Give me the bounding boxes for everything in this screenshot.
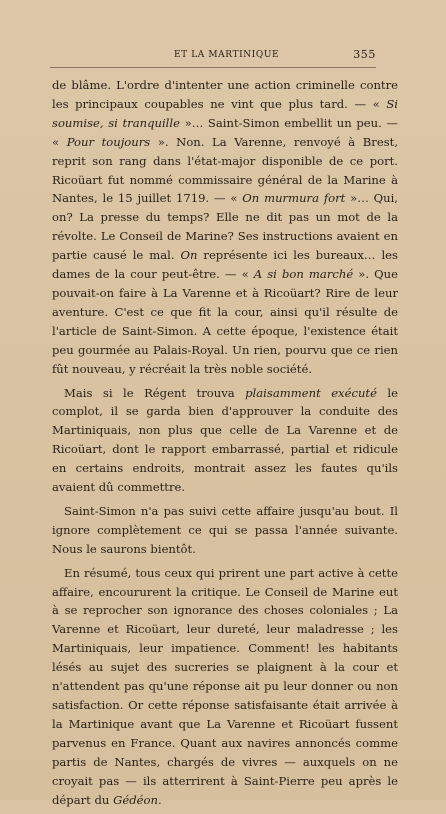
italic-run: plaisamment exécuté: [245, 385, 377, 400]
text-run: »… Saint-Simon embellit un peu. — «: [52, 115, 398, 149]
text-run: .: [157, 792, 162, 807]
text-run: »… Qui, on? La presse du temps? Elle ne dit pas un mot de la révolte. Le Conseil de Marine? Ses instructions avaient en partie causé le mal.: [52, 191, 398, 263]
italic-run: Si soumise, si tranquille: [52, 96, 398, 130]
paragraph: [52, 564, 398, 810]
italic-run: Gédéon: [113, 792, 158, 807]
text-run: ». Non. La Varenne, renvoyé à Brest, reprit son rang dans l'état-major disponible de ce port. Ricoüart fut nommé commissaire général de la Marine à Nantes, le 15 juillet 1719. — «: [52, 134, 399, 206]
italic-run: A si bon marché: [253, 267, 354, 282]
text-run: le complot, il se garda bien d'approuver la conduite des Martiniquais, non plus que celle de La Varenne et de Ricoüart, dont le rapport embarrassé, partial et ridicule en certains endroits, montrait assez les fautes qu'ils avaient dû commettre.: [52, 385, 398, 495]
italic-run: On murmura fort: [242, 191, 346, 206]
text-run: de blâme. L'ordre d'intenter une action criminelle contre les principaux coupables ne vint que plus tard. — «: [52, 78, 398, 111]
body-text: [52, 76, 398, 814]
page-number: 355: [353, 48, 376, 61]
italic-run: Pour toujours: [66, 134, 151, 149]
text-run: En résumé, tous ceux qui prirent une part active à cette affaire, encoururent la critique. Le Conseil de Marine eut à se reprocher son ignorance des choses coloniales ; La Varenne et Ricoüart, leur dureté, leur maladresse ; les Martiniquais, leur impatience. Comment! les habitants lésés au sujet des sucreries se plaignent à la cour et n'attendent pas qu'une réponse ait pu leur donner ou non satisfaction. Or cette réponse satisfaisante était arrivée à la Martinique avant que La Varenne et Ricoüart fussent parvenus en France. Quant aux navires annoncés comme partis de Nantes, chargés de vivres — auxquels on ne croyait pas — ils atterrirent à Saint-Pierre peu après le départ du: [52, 565, 398, 807]
running-title: ET LA MARTINIQUE: [174, 50, 280, 60]
header-rule: [50, 67, 376, 68]
text-run: ». Que pouvait-on faire à La Varenne et à Ricoüart? Rire de leur aventure. C'est ce que fit la cour, ainsi qu'il résulte de l'article de Saint-Simon. A cette époque, l'existence était peu gourmée au Palais-Royal. Un rien, pourvu que ce rien fût nouveau, y récréait la très noble société.: [52, 267, 398, 376]
paragraph: [52, 76, 398, 379]
text-run: Saint-Simon n'a pas suivi cette affaire jusqu'au bout. Il ignore complètement ce qui se passa l'année suivante. Nous le saurons bientôt.: [52, 503, 398, 556]
text-run: représente ici les bureaux… les dames de la cour peut-être. — «: [52, 248, 398, 282]
text-run: Mais si le Régent trouva: [64, 385, 246, 400]
italic-run: On: [180, 248, 198, 263]
paragraph: [52, 502, 398, 559]
paragraph: [52, 384, 398, 497]
